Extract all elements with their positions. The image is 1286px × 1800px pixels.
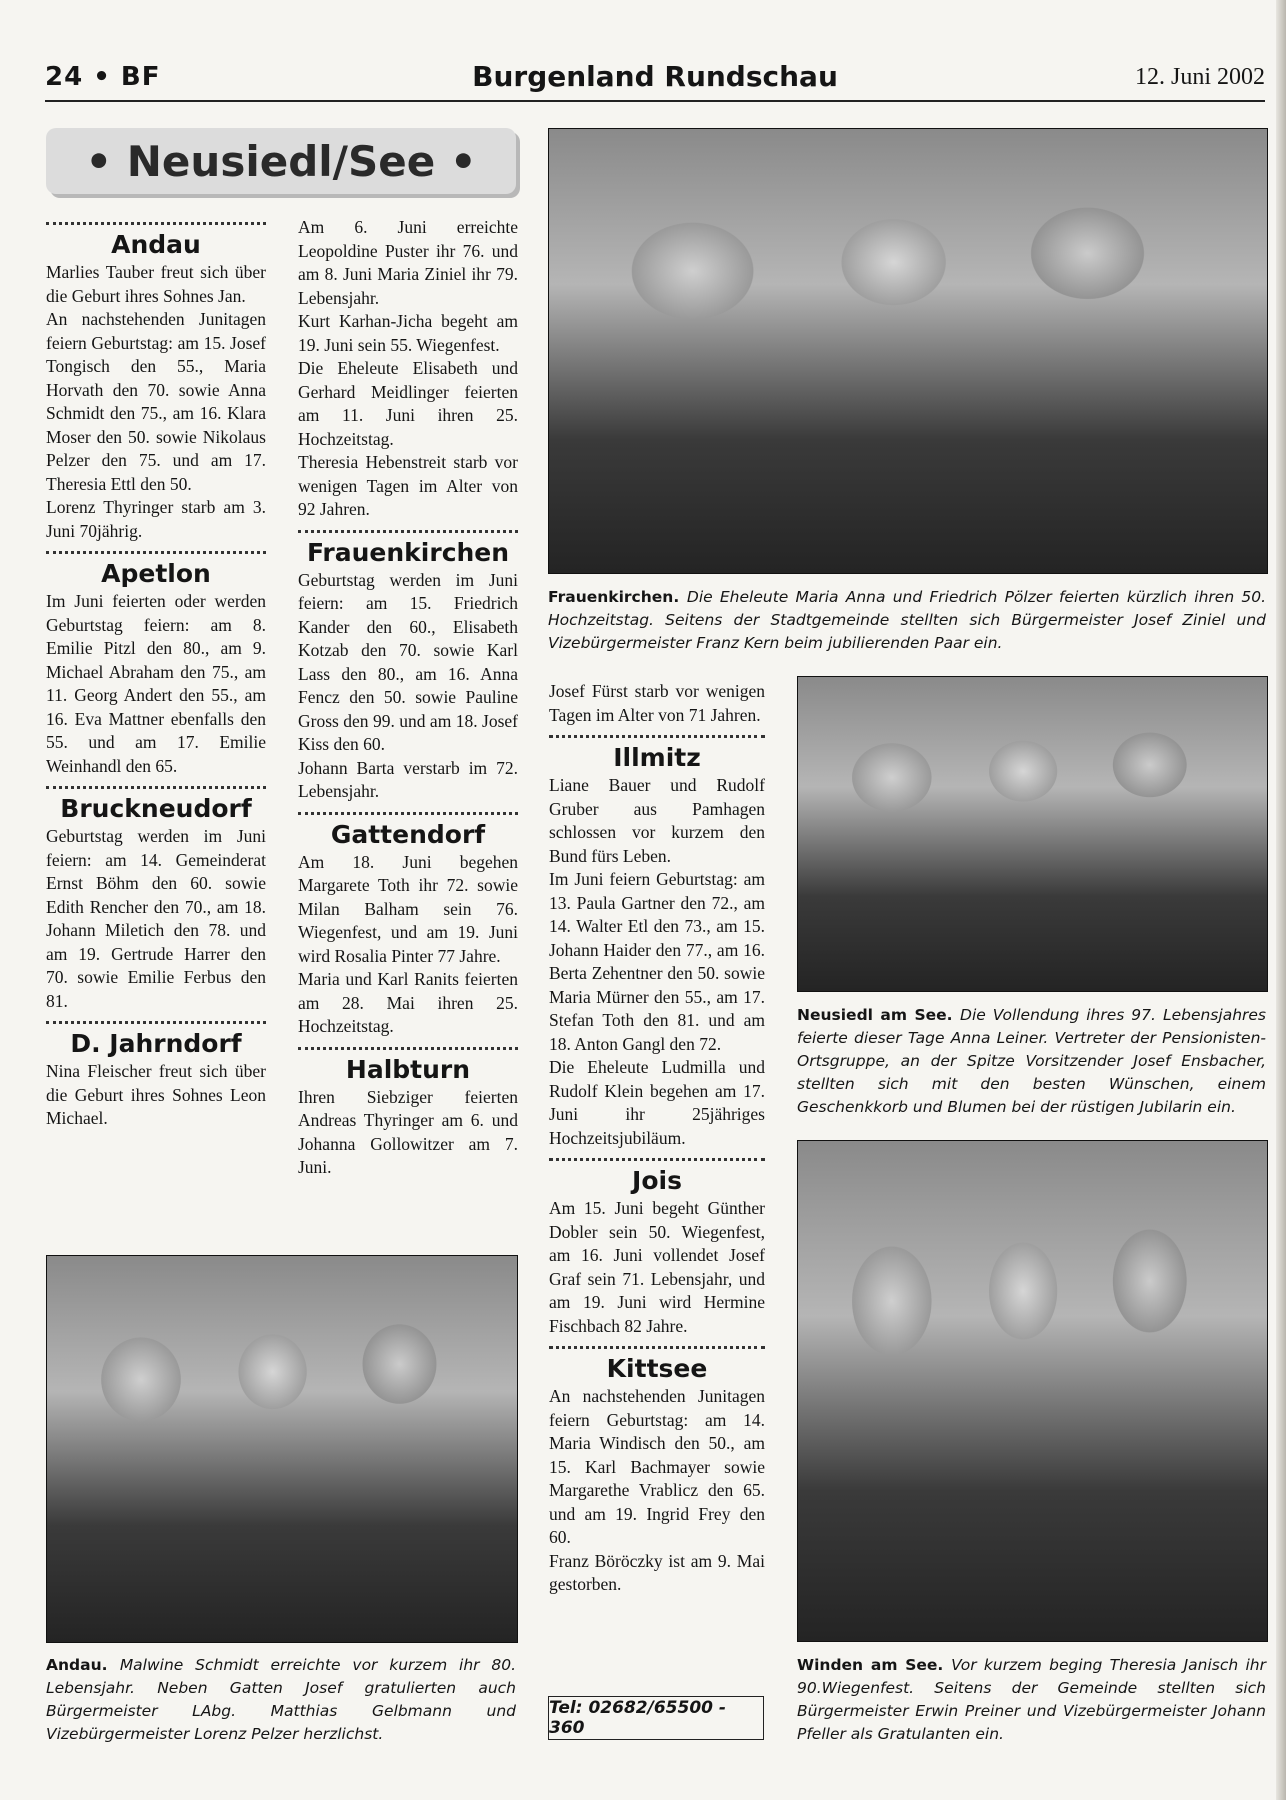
dotted-divider xyxy=(298,530,518,533)
article-paragraph: Im Juni feiern Geburtstag: am 13. Paula Gartner den 72., am 14. Walter Etl den 73., am 15. Johann Haider den 77., am 16. Berta Zehentner den 50. sowie Maria Mürner den 55., am 17. Stefan Toth den 81. und am 18. Anton Gangl den 72. xyxy=(549,869,765,1054)
town-heading-illmitz: Illmitz xyxy=(613,743,701,772)
article-paragraph: Maria und Karl Ranits feierten am 28. Mai ihren 25. Hochzeitstag. xyxy=(298,969,518,1036)
caption-place: Neusiedl am See. xyxy=(797,1006,961,1024)
photo-caption-neusiedl xyxy=(797,1004,1266,1119)
article-paragraph: Am 15. Juni begeht Günther Dobler sein 50. Wiegenfest, am 16. Juni vollendet Josef Graf sein 71. Lebensjahr, und am 19. Juni wird Hermine Fischbach 82 Jahre. xyxy=(549,1198,765,1336)
page-header xyxy=(45,58,1265,102)
caption-text: Vor kurzem beging Theresia Janisch ihr 90.Wiegenfest. Seitens der Gemeinde stellten sich Bürgermeister Erwin Preiner und Vizebürgermeister Johann Pfeller als Gratulanten ein. xyxy=(797,1656,1266,1743)
dotted-divider xyxy=(46,222,266,225)
column-2 xyxy=(298,216,518,1180)
article-paragraph: Geburtstag werden im Juni feiern: am 15. Friedrich Kander den 60., Elisabeth Kotzab den 70. sowie Karl Lass den 80., am 16. Anna Fencz den 50. sowie Pauline Gross den 99. und am 18. Josef Kiss den 60. xyxy=(298,569,518,754)
article-paragraph: Geburtstag werden im Juni feiern: am 14. Gemeinderat Ernst Böhm den 60. sowie Edith Rencher den 70., am 18. Johann Miletich den 78. und am 19. Gertrude Harrer den 70. sowie Emilie Ferbus den 81. xyxy=(46,826,266,1011)
town-heading-bruckneudorf: Bruckneudorf xyxy=(60,794,252,823)
article-paragraph: Im Juni feierten oder werden Geburtstag feiern: am 8. Emilie Pitzl den 80., am 9. Michael Abraham den 75., am 11. Georg Andert den 55., am 16. Eva Mattner ebenfalls den 55. und am 17. Emilie Weinhandl den 65. xyxy=(46,591,266,776)
dotted-divider xyxy=(46,786,266,789)
town-heading-andau: Andau xyxy=(111,230,201,259)
photo-caption-frauenkirchen xyxy=(548,586,1266,655)
caption-text: Malwine Schmidt erreichte vor kurzem ihr 80. Lebensjahr. Neben Gatten Josef gratulierten auch Bürgermeister LAbg. Matthias Gelbmann und Vizebürgermeister Lorenz Pelzer herzlichst. xyxy=(46,1656,516,1743)
article-paragraph: Am 18. Juni begehen Margarete Toth ihr 72. sowie Milan Balham sein 76. Wiegenfest, und am 19. Juni wird Rosalia Pinter 77 Jahre. xyxy=(298,851,518,966)
page-gutter-edge xyxy=(1276,0,1286,1800)
article-paragraph: Ihren Siebziger feierten Andreas Thyringer am 6. und Johanna Gollowitzer am 7. Juni. xyxy=(298,1086,518,1177)
newspaper-name: Burgenland Rundschau xyxy=(472,60,838,93)
dotted-divider xyxy=(549,1346,765,1349)
caption-text: Die Vollendung ihres 97. Lebensjahres feierte dieser Tage Anna Leiner. Vertreter der Pensionisten-Ortsgruppe, an der Spitze Vorsitzender Josef Ensbacher, stellten sich mit den besten Wünschen, einem Geschenkkorb und Blumen bei der rüstigen Jubilarin ein. xyxy=(797,1006,1266,1116)
article-paragraph: Johann Barta verstarb im 72. Lebensjahr. xyxy=(298,757,518,801)
telephone-box: Tel: 02682/65500 - 360 xyxy=(548,1696,764,1740)
photo-winden-jubilee xyxy=(797,1140,1268,1642)
issue-date: 12. Juni 2002 xyxy=(1134,64,1265,90)
article-paragraph: Liane Bauer und Rudolf Gruber aus Pamhagen schlossen vor kurzem den Bund fürs Leben. xyxy=(549,775,765,866)
photo-neusiedl-jubilee xyxy=(797,676,1268,992)
caption-place: Winden am See. xyxy=(797,1656,952,1674)
column-1 xyxy=(46,222,266,1131)
article-paragraph: Kurt Karhan-Jicha begeht am 19. Juni sein 55. Wiegenfest. xyxy=(298,311,518,355)
town-heading-gattendorf: Gattendorf xyxy=(330,819,486,849)
header-rule xyxy=(45,100,1265,102)
article-paragraph: Nina Fleischer freut sich über die Geburt ihres Sohnes Leon Michael. xyxy=(46,1061,266,1128)
dotted-divider xyxy=(549,1158,765,1161)
photo-frauenkirchen-couple xyxy=(548,128,1268,574)
dotted-divider xyxy=(298,812,518,815)
photo-andau-jubilee xyxy=(46,1255,518,1643)
article-paragraph: Die Eheleute Ludmilla und Rudolf Klein begehen am 17. Juni ihr 25jähriges Hochzeitsjubiläum. xyxy=(549,1057,765,1148)
column-3 xyxy=(549,680,765,1597)
article-paragraph: An nachstehenden Junitagen feiern Geburtstag: am 14. Maria Windisch den 50., am 15. Karl Bachmayer sowie Margarethe Vrablicz den 65. und am 19. Ingrid Frey den 60. xyxy=(549,1386,765,1547)
dotted-divider xyxy=(46,551,266,554)
article-paragraph: Die Eheleute Elisabeth und Gerhard Meidlinger feierten am 11. Juni ihren 25. Hochzeitstag. xyxy=(298,358,518,449)
town-heading-halbturn: Halbturn xyxy=(345,1054,471,1084)
article-paragraph: Lorenz Thyringer starb am 3. Juni 70jährig. xyxy=(46,497,266,541)
article-paragraph: Josef Fürst starb vor wenigen Tagen im Alter von 71 Jahren. xyxy=(549,681,765,725)
article-paragraph: Franz Böröczky ist am 9. Mai gestorben. xyxy=(549,1550,765,1594)
section-title: • Neusiedl/See • xyxy=(46,128,516,194)
town-heading-apetlon: Apetlon xyxy=(101,559,211,588)
photo-caption-winden xyxy=(797,1654,1266,1746)
caption-text: Die Eheleute Maria Anna und Friedrich Pölzer feierten kürzlich ihren 50. Hochzeitstag. Seitens der Stadtgemeinde stellten sich Bürgermeister Josef Ziniel und Vizebürgermeister Franz Kern beim jubilierenden Paar ein. xyxy=(548,588,1266,652)
caption-place: Andau. xyxy=(46,1656,120,1674)
town-heading-d-jahrndorf: D. Jahrndorf xyxy=(70,1029,242,1058)
photo-caption-andau xyxy=(46,1654,516,1746)
town-heading-kittsee: Kittsee xyxy=(606,1354,708,1383)
dotted-divider xyxy=(549,735,765,738)
article-paragraph: Marlies Tauber freut sich über die Geburt ihres Sohnes Jan. xyxy=(46,262,266,306)
page-number: 24 • BF xyxy=(45,62,161,92)
town-heading-jois: Jois xyxy=(632,1166,682,1195)
article-paragraph: Am 6. Juni erreichte Leopoldine Puster ihr 76. und am 8. Juni Maria Ziniel ihr 79. Lebensjahr. xyxy=(298,217,518,308)
town-heading-frauenkirchen: Frauenkirchen xyxy=(306,537,510,567)
article-paragraph: Theresia Hebenstreit starb vor wenigen Tagen im Alter von 92 Jahren. xyxy=(298,452,518,519)
dotted-divider xyxy=(298,1047,518,1050)
dotted-divider xyxy=(46,1021,266,1024)
caption-place: Frauenkirchen. xyxy=(548,588,687,606)
article-paragraph: An nachstehenden Junitagen feiern Geburtstag: am 15. Josef Tongisch den 55., Maria Horvath den 70. sowie Anna Schmidt den 75., am 16. Klara Moser den 50. sowie Nikolaus Pelzer den 75. und am 17. Theresia Ettl den 50. xyxy=(46,309,266,494)
